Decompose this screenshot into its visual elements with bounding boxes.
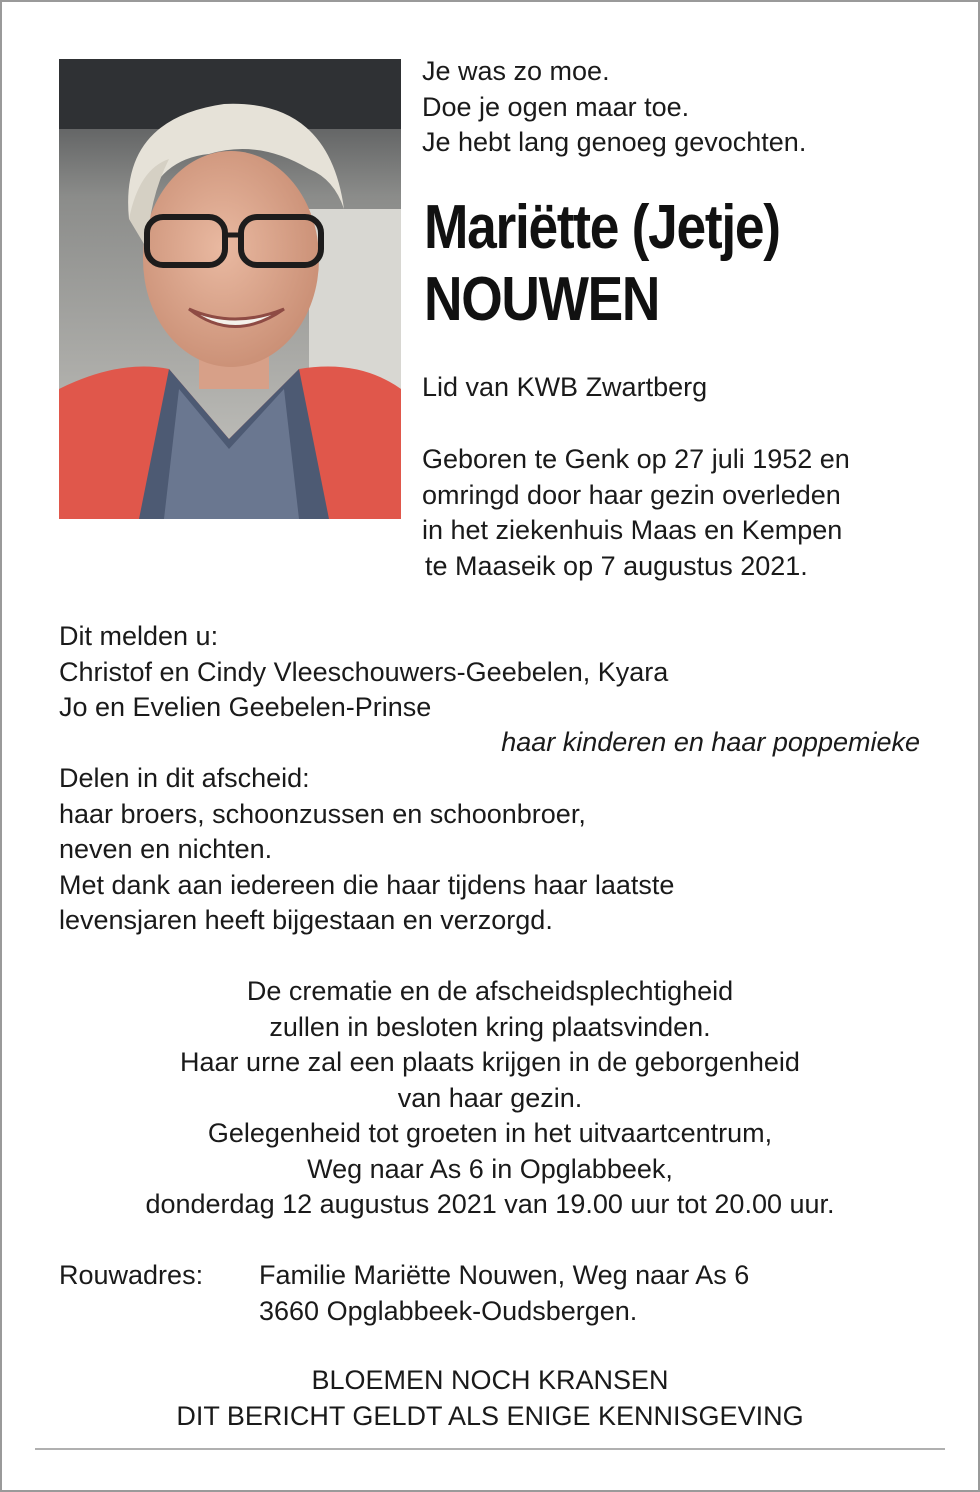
ceremony-line: De crematie en de afscheidsplechtigheid bbox=[246, 976, 734, 1006]
ceremony-line: Gelegenheid tot groeten in het uitvaartcentrum, bbox=[207, 1118, 773, 1148]
share-line: levensjaren heeft bijgestaan en verzorgd. bbox=[59, 905, 553, 935]
notice-line: DIT BERICHT GELDT ALS ENIGE KENNISGEVING bbox=[176, 1400, 804, 1431]
sharing-section bbox=[59, 761, 674, 939]
ceremony-line: zullen in besloten kring plaatsvinden. bbox=[269, 1011, 711, 1042]
birth-death-line: te Maaseik op 7 augustus 2021. bbox=[425, 550, 808, 581]
announce-intro: Dit melden u: bbox=[59, 621, 219, 651]
mourning-address bbox=[259, 1258, 749, 1329]
poem-line: Doe je ogen maar toe. bbox=[422, 91, 690, 122]
birth-death-line: omringd door haar gezin overleden bbox=[422, 479, 841, 510]
family-line: Christof en Cindy Vleeschouwers-Geebelen, Kyara bbox=[59, 656, 669, 687]
share-intro: Delen in dit afscheid: bbox=[59, 763, 310, 793]
membership: Lid van KWB Zwartberg bbox=[422, 372, 708, 402]
address-line: Familie Mariëtte Nouwen, Weg naar As 6 bbox=[259, 1260, 750, 1290]
share-line: Met dank aan iedereen die haar tijdens haar laatste bbox=[59, 869, 675, 900]
announcement bbox=[59, 619, 668, 726]
ceremony-line: van haar gezin. bbox=[397, 1082, 583, 1113]
deceased-last-name: NOUWEN bbox=[424, 265, 660, 334]
birth-death-details bbox=[422, 442, 850, 584]
ceremony-line: Weg naar As 6 in Opglabbeek, bbox=[307, 1153, 673, 1184]
ceremony-line: donderdag 12 augustus 2021 van 19.00 uur tot 20.00 uur. bbox=[145, 1189, 835, 1219]
bottom-divider bbox=[35, 1448, 945, 1450]
final-notice bbox=[2, 1363, 978, 1434]
poem-line: Je hebt lang genoeg gevochten. bbox=[422, 127, 807, 157]
birth-death-line: Geboren te Genk op 27 juli 1952 en bbox=[422, 444, 850, 474]
ceremony-line: Haar urne zal een plaats krijgen in de geborgenheid bbox=[180, 1047, 800, 1077]
family-line: Jo en Evelien Geebelen-Prinse bbox=[59, 692, 432, 722]
deceased-name bbox=[424, 192, 780, 336]
relation-note: haar kinderen en haar poppemieke bbox=[501, 727, 920, 757]
mourning-address-label: Rouwadres: bbox=[59, 1260, 204, 1290]
ceremony-details bbox=[2, 974, 978, 1223]
portrait-illustration bbox=[59, 59, 401, 519]
birth-death-line: in het ziekenhuis Maas en Kempen bbox=[422, 515, 843, 545]
poem-line: Je was zo moe. bbox=[422, 56, 610, 86]
poem bbox=[422, 54, 806, 161]
notice-line: BLOEMEN NOCH KRANSEN bbox=[311, 1365, 669, 1395]
share-line: haar broers, schoonzussen en schoonbroer, bbox=[59, 798, 586, 829]
deceased-first-name: Mariëtte (Jetje) bbox=[424, 193, 780, 262]
address-line: 3660 Opglabbeek-Oudsbergen. bbox=[259, 1295, 638, 1326]
share-line: neven en nichten. bbox=[59, 834, 273, 864]
portrait-photo bbox=[59, 59, 401, 519]
